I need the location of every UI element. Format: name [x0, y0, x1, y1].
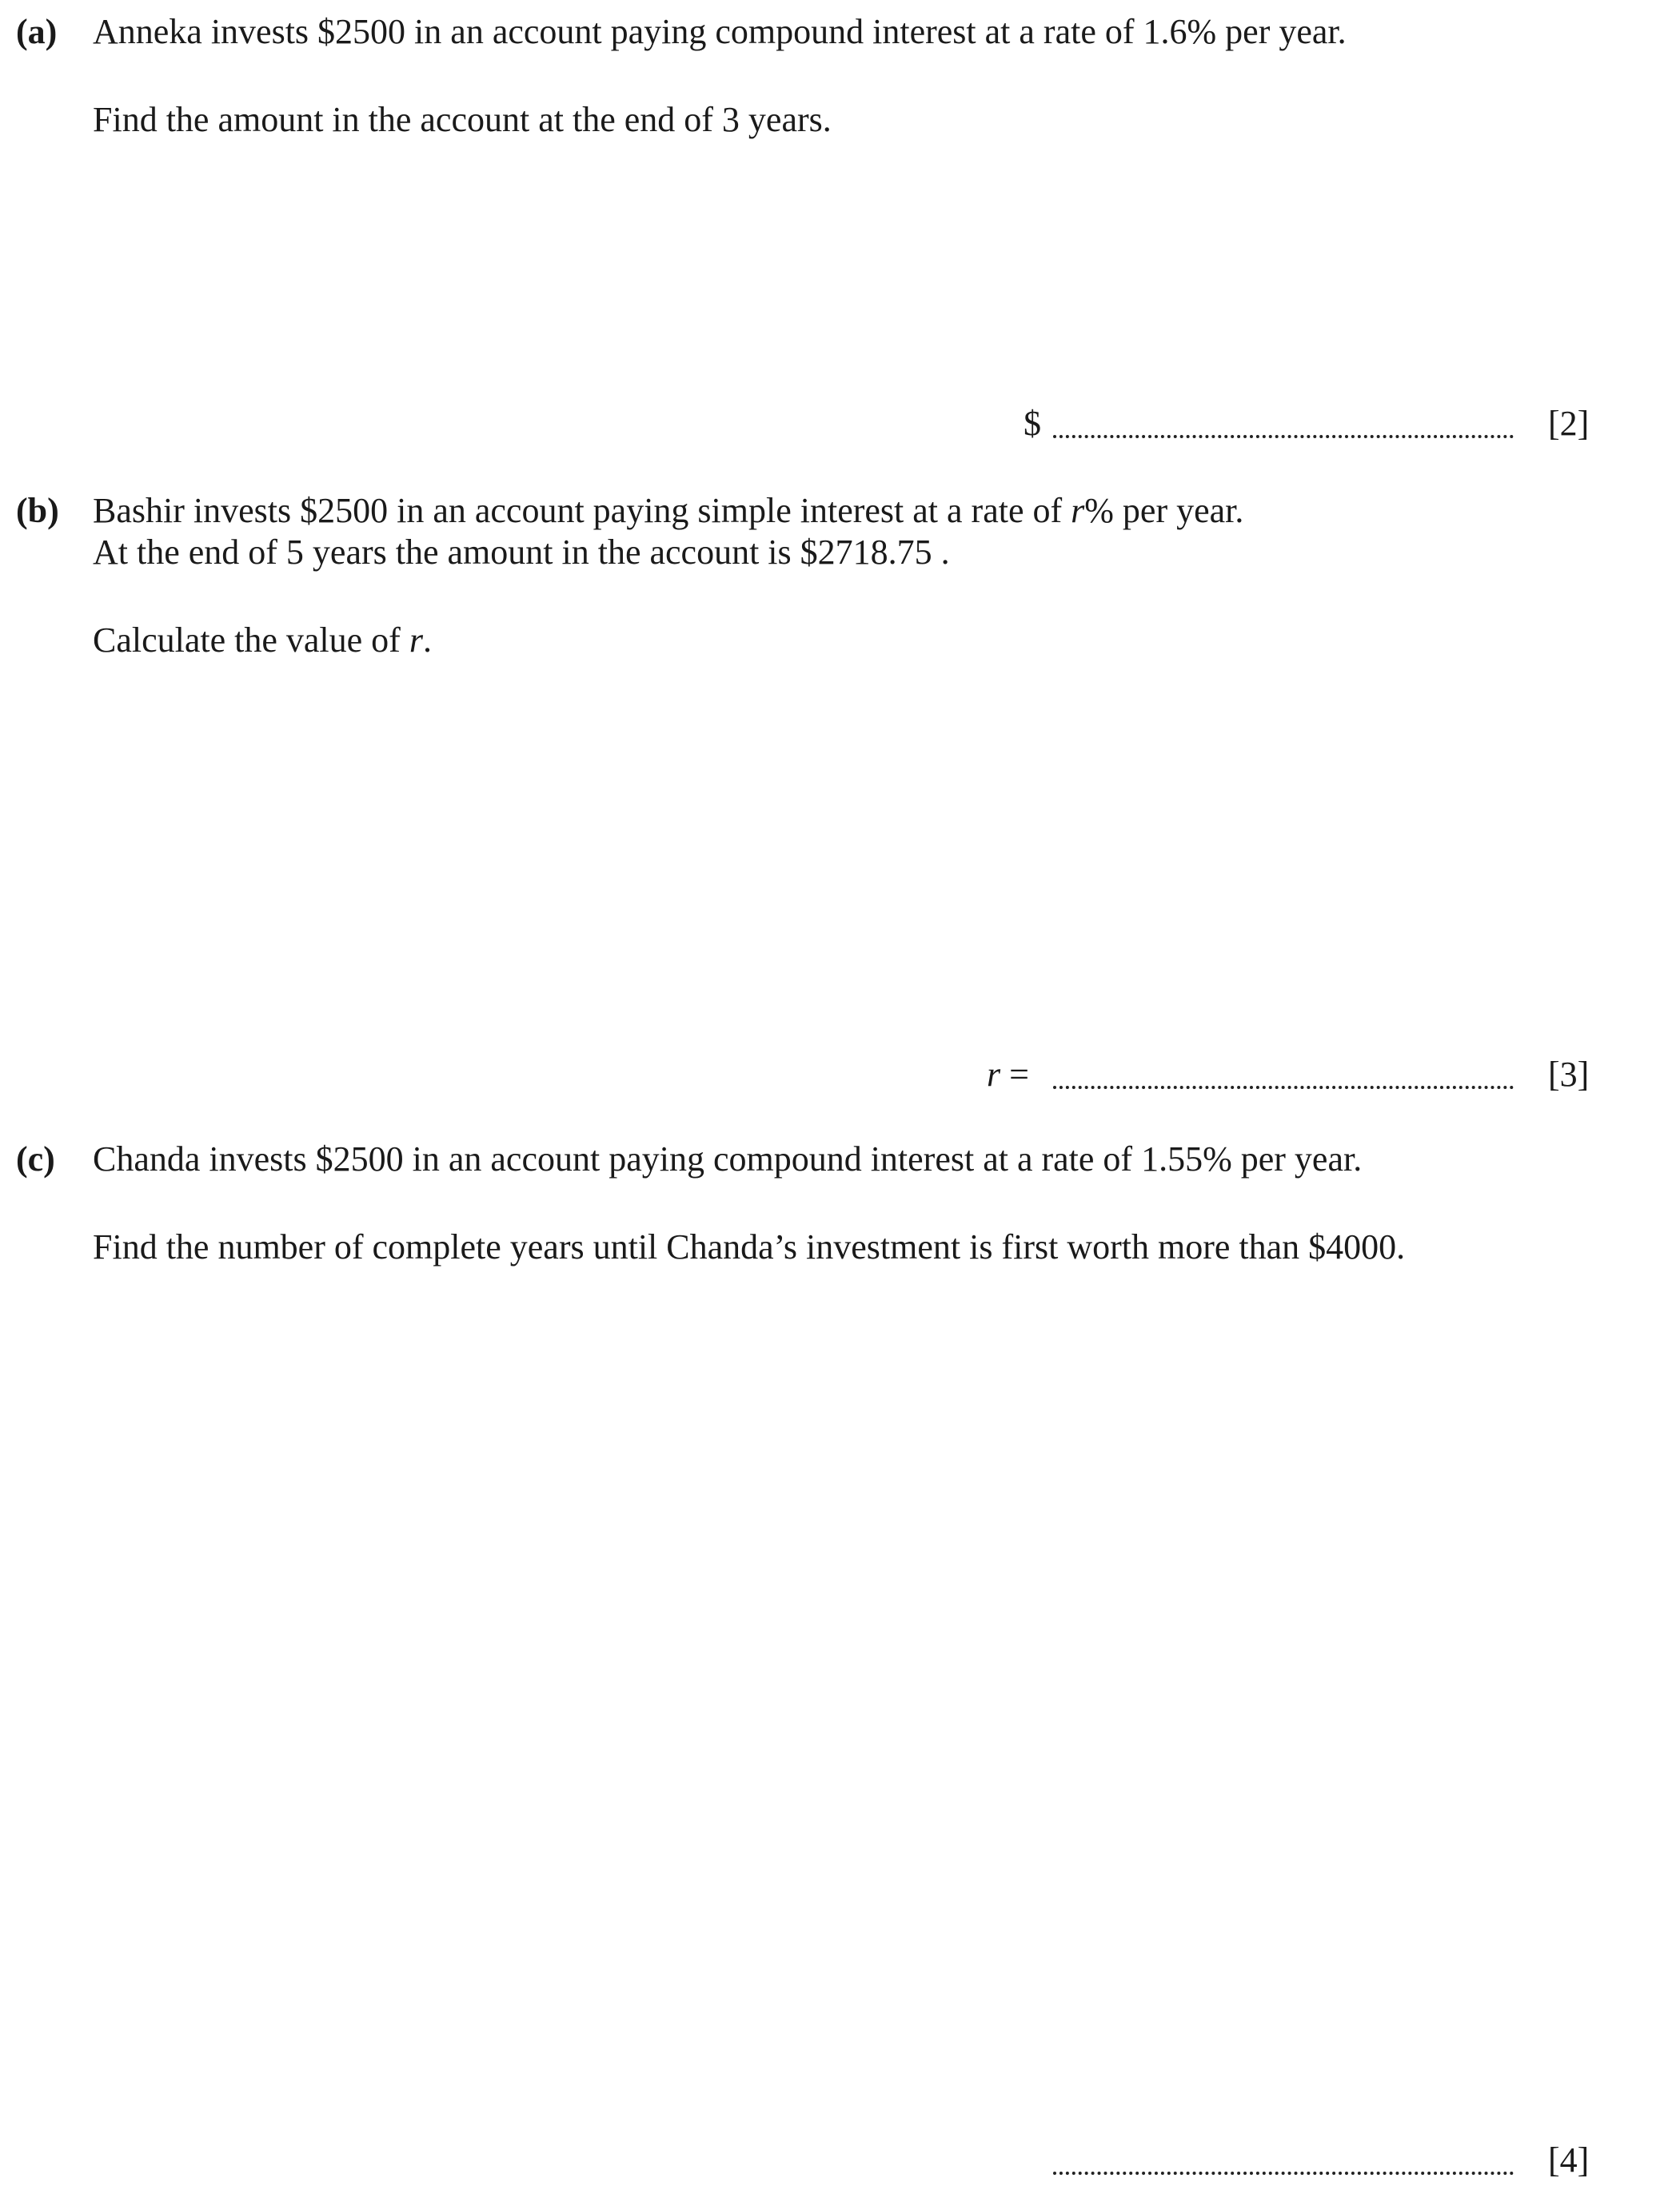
part-c-question: Chanda invests $2500 in an account paying compound interest at a rate of 1.55% per year. — [93, 1139, 1363, 1179]
part-b-question-variable: r — [1071, 491, 1085, 530]
part-b-instruction-variable: r — [409, 620, 423, 660]
part-a-answer-line[interactable] — [1053, 435, 1514, 438]
part-b-answer-line[interactable] — [1053, 1086, 1514, 1089]
part-b-answer-equals: = — [1000, 1055, 1029, 1094]
part-b-question-text: Bashir invests $2500 in an account paying simple interest at a rate of — [93, 491, 1071, 530]
part-b-instruction-text: Calculate the value of — [93, 620, 409, 660]
part-c-label: (c) — [16, 1139, 55, 1179]
part-a-marks: [2] — [1548, 404, 1590, 443]
part-b-question — [93, 493, 1243, 529]
part-b-answer-prefix — [987, 1057, 1029, 1092]
part-b-instruction — [93, 620, 432, 660]
part-a-label: (a) — [16, 12, 58, 51]
part-b-question-suffix: % per year. — [1084, 491, 1244, 530]
part-b-label: (b) — [16, 491, 59, 530]
part-c-marks: [4] — [1548, 2140, 1590, 2180]
part-a-answer-prefix: $ — [1024, 404, 1041, 443]
part-b-given: At the end of 5 years the amount in the account is $2718.75 . — [93, 533, 950, 572]
part-b-answer-variable: r — [987, 1055, 1001, 1094]
part-c-instruction: Find the number of complete years until Chanda’s investment is first worth more than $4000. — [93, 1227, 1406, 1267]
part-c-answer-line[interactable] — [1053, 2172, 1514, 2175]
part-a-question: Anneka invests $2500 in an account paying compound interest at a rate of 1.6% per year. — [93, 12, 1347, 51]
part-b-marks: [3] — [1548, 1055, 1590, 1094]
part-a-instruction: Find the amount in the account at the end of 3 years. — [93, 100, 832, 139]
part-b-instruction-suffix: . — [422, 620, 432, 660]
